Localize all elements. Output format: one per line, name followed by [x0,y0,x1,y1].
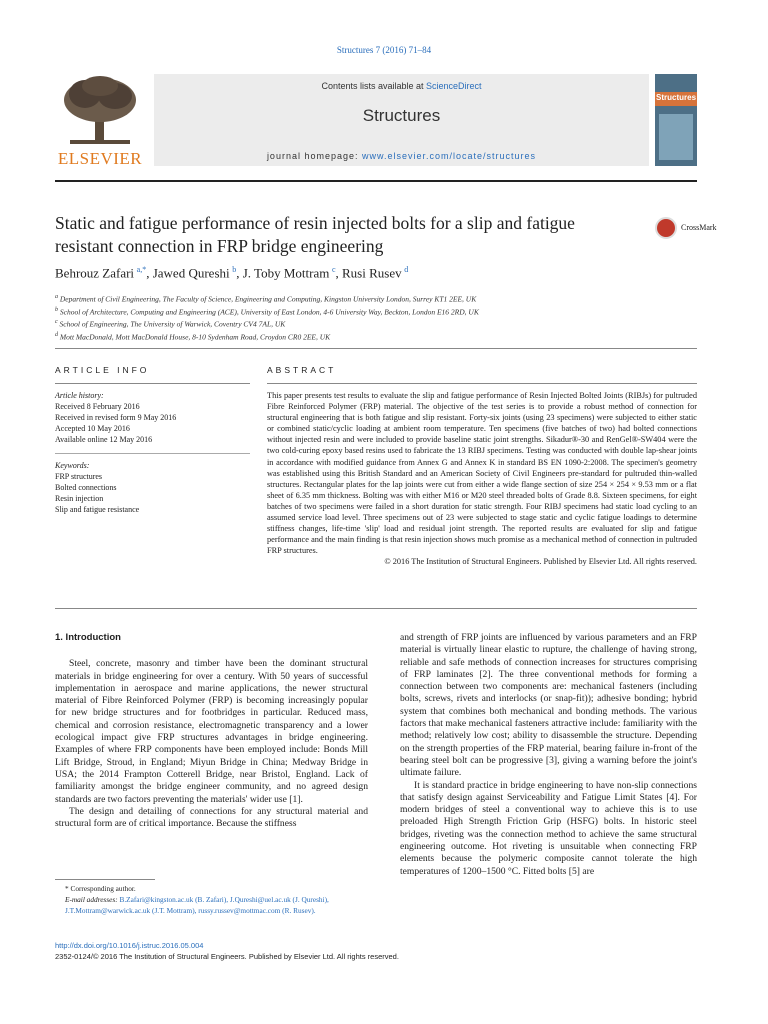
header-rule [55,180,697,182]
history-item: Accepted 10 May 2016 [55,424,130,433]
keywords-label: Keywords: [55,461,90,470]
affiliation-item [55,292,695,305]
affiliation-mark: d [55,331,58,338]
abstract-rule [267,383,697,384]
affiliation-mark: c [55,319,58,325]
author-name[interactable]: Jawed Qureshi [152,265,230,281]
tree-icon [55,74,145,150]
cover-title: Structures [656,93,697,102]
affiliations [55,292,695,342]
cover-photo [659,114,693,160]
publisher-logo-text: ELSEVIER [57,149,143,168]
journal-info-box [154,74,649,166]
affiliation-mark: b [55,306,58,313]
contents-line [154,81,649,91]
affiliation-item [55,317,695,330]
crossmark-label: CrossMark [681,223,717,232]
contents-prefix: Contents lists available at [321,81,427,91]
journal-cover-image[interactable] [655,74,697,166]
affiliation-item [55,305,695,318]
article-info-heading: ARTICLE INFO [55,365,150,375]
history-item: Received in revised form 9 May 2016 [55,413,177,422]
body-paragraph: and strength of FRP joints are influenced by various parameters and an FRP material is virtually linear elastic to rupture, the challenge of having strong, reliable and safe methods of connection increases for structures comprising of FRP laminates [2]. The three conventional methods for forming a connection between two components are: mechanical fasteners (including bolts, screws, rivets and interlocks (or snap-fit)); adhesive bonding; hybrid system that combines both mechanical and bonding methods. The various factors that make mechanical fasteners attractive include: familiarity with the method; relatively low cost; ability to disassemble the structure. Depending on the strength properties of the FRP material, bearing failure in-front of the bearing steel bolt can be progressive [3], giving a warning before the joint's ultimate failure. [400,632,697,779]
author-marks[interactable]: d [404,265,409,274]
affiliation-text: School of Engineering, The University of Warwick, Coventry CV4 7AL, UK [59,319,286,329]
body-column-left [55,632,368,830]
body-column-right [400,632,697,878]
affiliation-text: Mott MacDonald, Mott MacDonald House, 8-10 Sydenham Road, Croydon CR0 2EE, UK [59,332,331,341]
abstract-heading: ABSTRACT [267,365,337,375]
author-marks[interactable]: b [232,265,237,274]
keyword-item: Slip and fatigue resistance [55,505,140,514]
history-item: Available online 12 May 2016 [55,435,153,444]
body-paragraph: It is standard practice in bridge engineering to have non-slip connections that satisfy design against Serviceability and Fatigue Limit States [4]. For modern bridges of steel a conventional way to achieve this is to use preloaded High Strength Friction Grip (HSFG) bolts. In historic steel bridges, riveting was the connection method to achieve the same structural engineering outcome. Hot riveting is unsuitable when connecting FRP elements because the polymeric composite cannot tolerate the high temperatures of 1200–1500 °C. Fitted bolts [5] are [400,779,697,877]
affiliation-rule [55,348,697,349]
section-heading: 1. Introduction [55,632,121,643]
email-label: E-mail addresses: [65,895,118,904]
author-name[interactable]: Behrouz Zafari [55,265,135,281]
body-paragraph: The design and detailing of connections for any structural material and structural form are of critical importance. Because the stiffness [55,805,368,830]
affiliation-text: Department of Civil Engineering, The Faculty of Science, Engineering and Computing, Kingston University London, Surrey KT1 2EE, UK [59,294,477,304]
abstract-bottom-rule [55,608,697,609]
journal-homepage [154,151,649,161]
affiliation-text: School of Architecture, Computing and Engineering (ACE), University of East London, 4-6 University Way, Beckton, London E16 2RD, UK [59,307,479,316]
homepage-prefix: journal homepage: [266,151,362,161]
author-name[interactable]: Rusi Rusev [342,265,402,281]
author-name[interactable]: J. Toby Mottram [242,265,330,281]
keyword-item: Bolted connections [55,483,117,492]
article-info [55,390,250,515]
journal-masthead [55,74,697,166]
abstract-text: This paper presents test results to evaluate the slip and fatigue performance of Resin Injected Bolted Joints (RIBJs) for pultruded Fibre Reinforced Polymer (FRP) material. The objective of the test series is to provide a robust method of connection for structural engineering that is both fatigue and slip resistant. Forty-six joints (using 23 specimens) were subjected to either static or combined static/cyclic loading at ambient room temperature. Ten specimens (five batches of two) had bolted connections without injected resin and were included to provide baseline static joint strengths. Sikadur®-30 and RenGel®-SW404 were the two cold-curing epoxy based resins used to fabricate the 13 RIBJ specimens. Testing was conducted with double lap-shear joints in accordance with modified guidance from Annex G and Annex K in standard BS EN 1090-2:2008. The specimen's geometry was established using this British Standard and an American Society of Civil Engineers pre-standard for pultruded thin-walled structures. Rectangular plates for the lap joints were cut from either a wide flange section of size 254 × 254 × 9.53 mm or a flat sheet of 6.35 mm thickness. Bolting was with either M16 or M20 steel threaded bolts of Grade 8.8. Sixteen specimens, for eight batches of two specimens were failed in a short duration for static strength. Four RIBJ specimens had static load cycling to an assumed service load level. Three specimens out of 23 were subjected to stage static and cyclic fatigue loadings to determine stiffness changes, life-time 'slip' load and residual joint strength. The reported results are evaluated for slip and fatigue performance and the main finding is that resin injection shows much promise as a mechanical method of connection in pultruded FRP structures. [267,391,697,556]
crossmark-icon [655,217,677,239]
email-note [55,894,368,916]
abstract-copyright: © 2016 The Institution of Structural Engineers. Published by Elsevier Ltd. All rights reserved. [384,557,697,567]
footnote [55,883,368,916]
author-marks[interactable]: c [331,265,336,274]
doi-link[interactable]: http://dx.doi.org/10.1016/j.istruc.2016.05.004 [55,941,204,950]
author-marks[interactable]: a,* [136,265,147,274]
keyword-item: FRP structures [55,472,103,481]
issn-line: 2352-0124/© 2016 The Institution of Structural Engineers. Published by Elsevier Ltd. All rights reserved. [55,951,399,961]
sciencedirect-link[interactable]: ScienceDirect [426,81,482,91]
elsevier-logo [55,74,145,166]
journal-citation[interactable]: Structures 7 (2016) 71–84 [336,45,432,55]
abstract-block [267,390,697,568]
journal-title: Structures [362,106,441,125]
body-paragraph: Steel, concrete, masonry and timber have been the dominant structural materials in bridge engineering for over a century. With 50 years of successful implementation in aerospace and marine applications, the newer structural material of Fibre Reinforced Polymer (FRP) is becoming increasingly popular for new bridge structures and for footbridges in particular. Reduced mass, chemical and corrosion resistance, electromagnetic transparency and a lower ecological impact give FRP structures advantages in bridge engineering. Examples of where FRP components have been employed include: Bonds Mill Lift Bridge, Stroud, in England; Miyun Bridge in China; Medway Bridge in USA; the 2014 Frampton Cotterell Bridge, near Bristol, England. Lack of familiarity amongst the bridge engineer community, and no agreed design standards are two factors preventing the materials' wider use [1]. [55,658,368,805]
author-list: Behrouz Zafari $^{a,*}$, Jawed Qureshi $^b$, J. Toby Mottram $^c$, Rusi Rusev $^d$ [55,265,409,281]
homepage-link[interactable]: www.elsevier.com/locate/structures [362,151,537,161]
history-item: Received 8 February 2016 [55,402,140,411]
corresponding-text: Corresponding author. [70,884,136,893]
article-info-rule [55,383,250,384]
info-divider [55,453,250,454]
footnote-rule [55,879,155,880]
affiliation-mark: a [55,294,58,300]
corresponding-note: * Corresponding author. [65,884,136,893]
history-label: Article history: [55,391,104,400]
affiliation-item [55,330,695,343]
paper-title: Static and fatigue performance of resin injected bolts for a slip and fatigue resistant connection in FRP bridge engineering [55,213,575,256]
keyword-item: Resin injection [55,494,104,503]
email-addresses[interactable]: B.Zafari@kingston.ac.uk (B. Zafari), J.Qureshi@uel.ac.uk (J. Qureshi), J.T.Mottram@warwick.ac.uk (J.T. Mottram), russy.russev@mottmac.com (R. Rusev). [65,895,329,915]
page-footer [55,941,399,962]
